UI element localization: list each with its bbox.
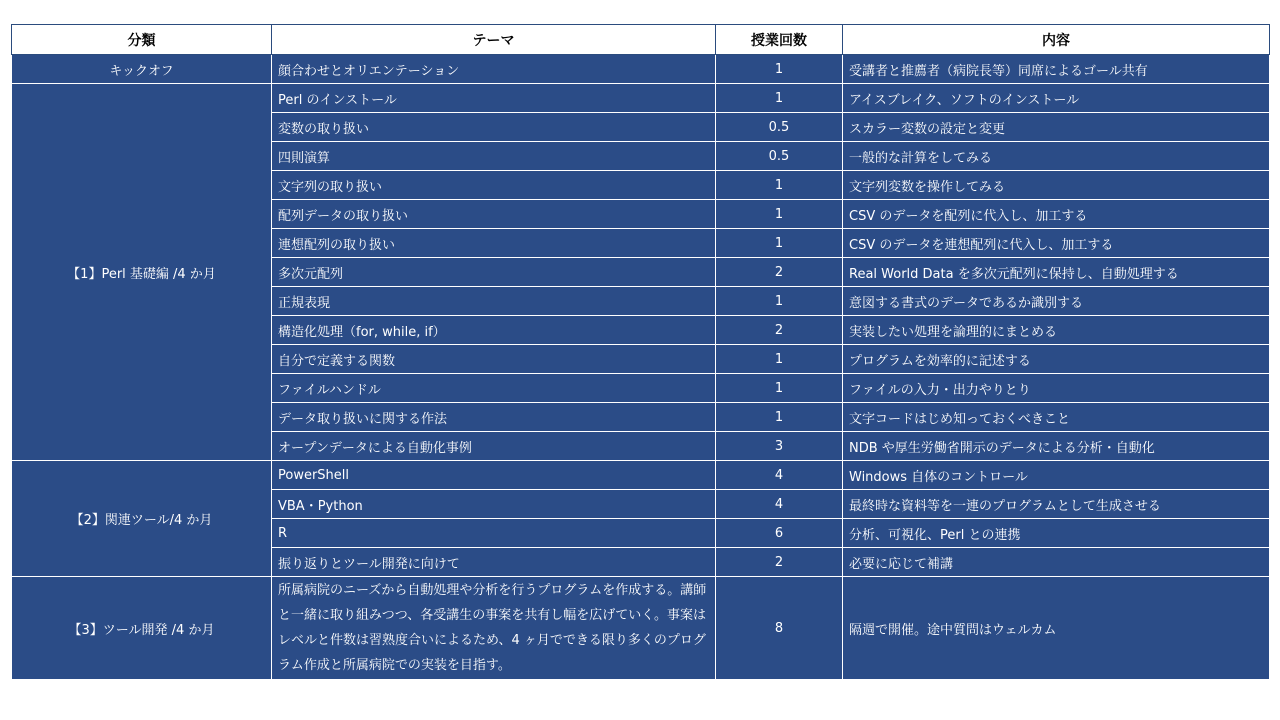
count-cell: 1 [716, 287, 843, 316]
theme-cell: オープンデータによる自動化事例 [272, 432, 716, 461]
count-cell: 0.5 [716, 142, 843, 171]
content-cell: ファイルの入力・出力やりとり [843, 374, 1270, 403]
content-cell: 文字列変数を操作してみる [843, 171, 1270, 200]
content-cell: 必要に応じて補講 [843, 548, 1270, 577]
theme-cell: 配列データの取り扱い [272, 200, 716, 229]
theme-cell: 文字列の取り扱い [272, 171, 716, 200]
theme-cell: R [272, 519, 716, 548]
count-cell: 3 [716, 432, 843, 461]
content-cell: 隔週で開催。途中質問はウェルカム [843, 577, 1270, 680]
count-cell: 1 [716, 229, 843, 258]
header-category: 分類 [12, 25, 272, 55]
category-cell: 【1】Perl 基礎編 /4 か月 [12, 84, 272, 461]
count-cell: 2 [716, 258, 843, 287]
header-count: 授業回数 [716, 25, 843, 55]
content-cell: 意図する書式のデータであるか識別する [843, 287, 1270, 316]
count-cell: 2 [716, 548, 843, 577]
theme-cell: Perl のインストール [272, 84, 716, 113]
content-cell: 実装したい処理を論理的にまとめる [843, 316, 1270, 345]
count-cell: 1 [716, 171, 843, 200]
content-cell: 最終時な資料等を一連のプログラムとして生成させる [843, 490, 1270, 519]
theme-cell: 振り返りとツール開発に向けて [272, 548, 716, 577]
theme-cell: 正規表現 [272, 287, 716, 316]
category-cell: キックオフ [12, 55, 272, 84]
count-cell: 2 [716, 316, 843, 345]
content-cell: プログラムを効率的に記述する [843, 345, 1270, 374]
theme-cell: VBA・Python [272, 490, 716, 519]
theme-cell: ファイルハンドル [272, 374, 716, 403]
content-cell: NDB や厚生労働省開示のデータによる分析・自動化 [843, 432, 1270, 461]
theme-cell: データ取り扱いに関する作法 [272, 403, 716, 432]
table-row [12, 577, 1270, 680]
theme-cell: 連想配列の取り扱い [272, 229, 716, 258]
content-cell: 一般的な計算をしてみる [843, 142, 1270, 171]
content-cell: 分析、可視化、Perl との連携 [843, 519, 1270, 548]
count-cell: 1 [716, 84, 843, 113]
count-cell: 8 [716, 577, 843, 680]
header-row [12, 25, 1270, 55]
content-cell: 文字コードはじめ知っておくべきこと [843, 403, 1270, 432]
count-cell: 1 [716, 374, 843, 403]
theme-cell: 変数の取り扱い [272, 113, 716, 142]
count-cell: 0.5 [716, 113, 843, 142]
table-row [12, 84, 1270, 113]
table-row [12, 55, 1270, 84]
count-cell: 1 [716, 200, 843, 229]
count-cell: 6 [716, 519, 843, 548]
content-cell: スカラー変数の設定と変更 [843, 113, 1270, 142]
table-row [12, 461, 1270, 490]
category-cell: 【2】関連ツール/4 か月 [12, 461, 272, 577]
header-content: 内容 [843, 25, 1270, 55]
theme-cell: 自分で定義する関数 [272, 345, 716, 374]
curriculum-table [11, 24, 1270, 680]
header-theme: テーマ [272, 25, 716, 55]
count-cell: 4 [716, 490, 843, 519]
theme-cell: 所属病院のニーズから自動処理や分析を行うプログラムを作成する。講師と一緒に取り組みつつ、各受講生の事案を共有し幅を広げていく。事案はレベルと件数は習熟度合いによるため、4 ヶ月でできる限り多くのプログラム作成と所属病院での実装を目指す。 [272, 577, 716, 680]
theme-cell: 構造化処理（for, while, if） [272, 316, 716, 345]
count-cell: 1 [716, 55, 843, 84]
content-cell: CSV のデータを連想配列に代入し、加工する [843, 229, 1270, 258]
theme-cell: 顔合わせとオリエンテーション [272, 55, 716, 84]
content-cell: Windows 自体のコントロール [843, 461, 1270, 490]
count-cell: 1 [716, 345, 843, 374]
theme-cell: 四則演算 [272, 142, 716, 171]
count-cell: 1 [716, 403, 843, 432]
theme-cell: 多次元配列 [272, 258, 716, 287]
category-cell: 【3】ツール開発 /4 か月 [12, 577, 272, 680]
content-cell: アイスブレイク、ソフトのインストール [843, 84, 1270, 113]
curriculum-table-wrapper [11, 24, 1270, 680]
content-cell: 受講者と推薦者（病院長等）同席によるゴール共有 [843, 55, 1270, 84]
count-cell: 4 [716, 461, 843, 490]
content-cell: Real World Data を多次元配列に保持し、自動処理する [843, 258, 1270, 287]
theme-cell: PowerShell [272, 461, 716, 490]
content-cell: CSV のデータを配列に代入し、加工する [843, 200, 1270, 229]
